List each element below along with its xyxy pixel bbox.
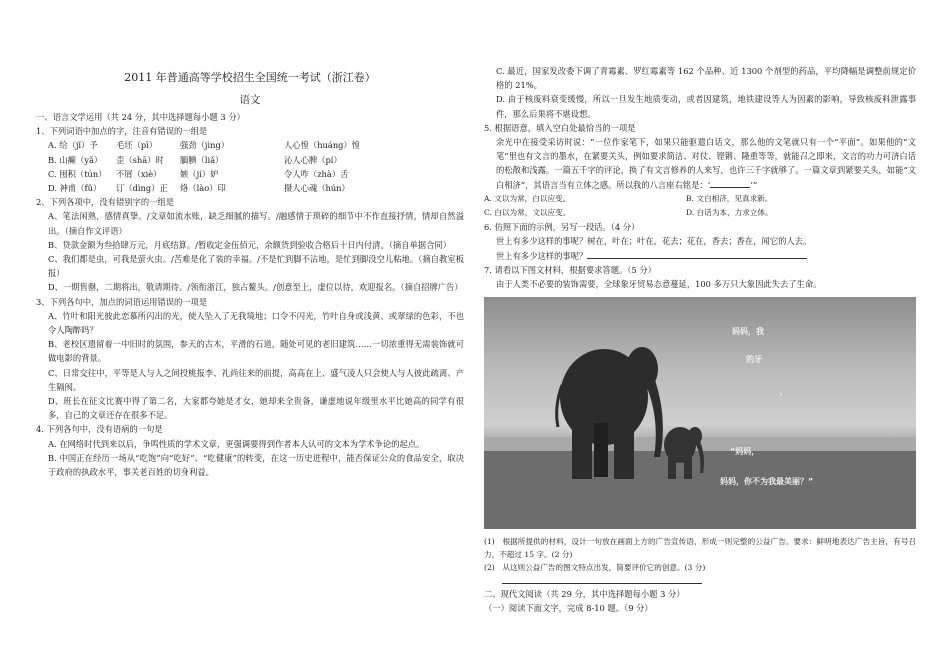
question-3-option-c: C、日常交往中，平等是人与人之间投桃报李、礼尚往来的前提，高高在上、盛气凌人只会使人与人彼此疏离、产生隔阂。 xyxy=(48,367,464,392)
option-cell: 人心惶（huáng）惶 xyxy=(284,140,361,151)
question-7-item-1: (1) 根据所提供的材料，设计一句放在画面上方的广告宣传语，形成一则完整的公益广告。要求：鲜明地表达广告主旨，有号召力，不超过 15 字。(2 分) xyxy=(484,537,916,560)
question-6-example: 世上有多少这样的事呢？树在，叶在；叶在，花去；花在，香去；香在，闻它的人去。 xyxy=(496,236,812,247)
question-5-quote-end: ’” xyxy=(750,179,758,190)
question-3-option-d: D、班长在征文比赛中得了第二名，大家都夸她是才女，她却来全贵备，谦虚地说年级里水平比她高的同学有很多，自己的文章还存在很多不足。 xyxy=(48,396,464,421)
question-3-option-a: A、竹叶和阳光彼此恋慕所闪出的光，使人坠入了无我境地；口令不闪光，竹叶自身或浅黄、或翠绿的色彩，不也令人陶醉吗？ xyxy=(48,310,464,336)
left-column xyxy=(36,62,464,479)
question-6: 6. 仿照下面的示例，另写一段话。（4 分） xyxy=(484,222,640,233)
question-5-options xyxy=(484,192,916,220)
option-cell: 嫉（jí）妒 xyxy=(180,168,219,179)
option-a: A. 文以为常，白以应变。 xyxy=(484,193,571,203)
question-7-material: 由于人类不必要的装饰需要，全球象牙贸易态意蔓延，100 多万只大象因此失去了生命。 xyxy=(496,279,822,290)
option-cell: 沁人心脾（pí） xyxy=(284,154,342,165)
speech-bubble: 的牙 xyxy=(746,355,762,365)
answer-line xyxy=(587,250,807,259)
question-4-option-a: A. 在网络时代到来以后，争鸣性质的学术文章，更强调要得到作者本人认可的文本为学术争论的起点。 xyxy=(48,438,425,449)
elephant-illustration xyxy=(484,297,916,529)
right-column xyxy=(484,64,916,616)
speech-bubble: ， xyxy=(780,387,788,397)
option-cell: 歪（shā）时 xyxy=(116,154,164,165)
question-2-option-b: B、贷款金额为叁拾肆万元，月底结算。/暂收定金伍佰元，余额货到验收合格后十日内付清。（摘自单据合同） xyxy=(48,239,451,250)
question-4: 4. 下列各句中，没有语病的一句是 xyxy=(36,424,163,435)
elephant-photo xyxy=(484,297,916,529)
option-row xyxy=(36,153,464,167)
option-cell: 不屑（xiè） xyxy=(116,168,162,179)
question-2-option-a: A、笔法闲熟，感情真挚。/文章如流水账，缺乏细腻的描写。/融感情于琐碎的细节中不作直接抒情，情却自然溢出。（摘自作文评语） xyxy=(48,211,464,236)
section-2-subheading: （一）阅读下面文字，完成 8-10 题。（9 分） xyxy=(484,603,653,614)
question-4-option-c: C. 最近，国家发改委下调了青霉素、罗红霉素等 162 个品种、近 1300 个剂型的药品，平均降幅是调整前规定价格的 21%。 xyxy=(496,66,916,91)
option-row xyxy=(36,167,464,181)
speech-bubble: 妈妈，我 xyxy=(732,327,764,337)
question-5-passage xyxy=(484,135,916,192)
question-6-prompt xyxy=(484,249,916,263)
question-1: 1、下列词语中加点的字，注音有错误的一组是 xyxy=(36,126,208,137)
answer-blank xyxy=(710,179,750,188)
question-6-prompt-text: 世上有多少这样的事呢？ xyxy=(496,250,588,261)
question-5-text: 余光中在接受采访时说：“一位作家笔下，如果只能驱遣白话文，那么他的文笔就只有一个“平面”。如果他的“文笔”里也有文言的墨水，在紧要关头，例如要求简洁、对仗、铿锵、隆重等等，就能召之即来，文言的功力可济白话的松散和浅露。一篇五千字的评论，换了有文言修养的人来写，也许三千字就够了。一篇文章到紧要关头，如能“文白相济”，其语言当有立体之感。所以我的八言座右铭是：‘ xyxy=(496,137,916,190)
question-2-option-d: D、一期售罄，二期将出，敬请期待。/领衔浙江，独占鳌头。/创意至上，虚位以待，欢迎报名。（摘自招牌广告） xyxy=(48,282,463,293)
option-row xyxy=(36,138,464,152)
question-4-option-d: D. 由于核废料衰变缓慢，所以一旦发生地质变动，或者因建筑，地铁建设等人为因素的影响，导致核废料泄露事件，那么后果将不堪设想。 xyxy=(496,94,916,119)
option-cell: C. 囤积（tún） xyxy=(48,168,107,179)
option-cell: 订（dìng）正 xyxy=(116,183,168,194)
option-cell: D. 神甫（fǔ） xyxy=(48,183,102,194)
option-cell: B. 山癫（yǎ） xyxy=(48,154,103,165)
option-cell: 腼腆（liǎ） xyxy=(180,154,224,165)
question-7-item-2: (2) 从这则公益广告的图文特点出发，简要评价它的创意。(3 分) xyxy=(484,563,706,573)
option-cell: 摄人心魂（hún） xyxy=(284,183,350,194)
question-1-options xyxy=(36,138,464,195)
question-7: 7. 请看以下图文材料，根据要求答题。（5 分） xyxy=(484,264,656,275)
option-d: D. 白话为本，力求立体。 xyxy=(686,208,773,218)
exam-title: 2011 年普通高等学校招生全国统一考试（浙江卷） xyxy=(124,71,376,84)
question-5: 5. 根据语意，填入空白处最恰当的一项是 xyxy=(484,122,636,133)
question-4-option-b: B. 中国正在经历一场从“吃饱”向“吃好”、“吃健康”的转变，在这一历史进程中，能否保证公众的食品安全，取决于政府的执政水平，事关老百姓的切身利益。 xyxy=(48,452,464,478)
question-2: 2、下列各项中，没有错别字的一组是 xyxy=(36,197,175,208)
option-cell: 毛坯（pī） xyxy=(116,140,158,151)
option-cell: 令人咋（zhà）舌 xyxy=(284,168,349,179)
section-1-heading: 一、语言文学运用（共 24 分，其中选择题每小题 3 分） xyxy=(36,112,245,122)
question-2-option-c: C、我们都是虫，可我是萤火虫。/苦难是化了装的幸福。/不是忙到脚不沾地，是忙到脚没空儿粘地。（摘自教室板报） xyxy=(48,254,464,279)
option-b: B. 文白相济，见真求新。 xyxy=(686,193,773,203)
question-3: 3、下列各句中，加点的词语运用错误的一项是 xyxy=(36,296,208,307)
speech-bubble: “妈妈， xyxy=(730,447,760,457)
option-cell: 烙（lào）印 xyxy=(180,183,226,194)
option-cell: 强劲（jìng） xyxy=(180,140,230,151)
subject-heading: 语文 xyxy=(239,94,261,106)
section-2-heading: 二、现代文阅读（共 29 分，其中选择题每小题 3 分） xyxy=(484,589,685,600)
option-cell: A. 给（jǐ）予 xyxy=(48,140,98,151)
option-row xyxy=(36,181,464,195)
option-c: C. 白以为常，文以应变。 xyxy=(484,208,571,218)
question-3-option-b: B、老校区遗留着一中旧时的氛围，参天的古木，平滑的石道，随处可见的老旧建筑……一切浓重得无需装饰就可做电影的背景。 xyxy=(48,339,464,364)
speech-bubble: 妈妈，你不为我最美丽？” xyxy=(720,477,814,487)
ground xyxy=(484,447,916,529)
answer-line xyxy=(502,577,702,584)
